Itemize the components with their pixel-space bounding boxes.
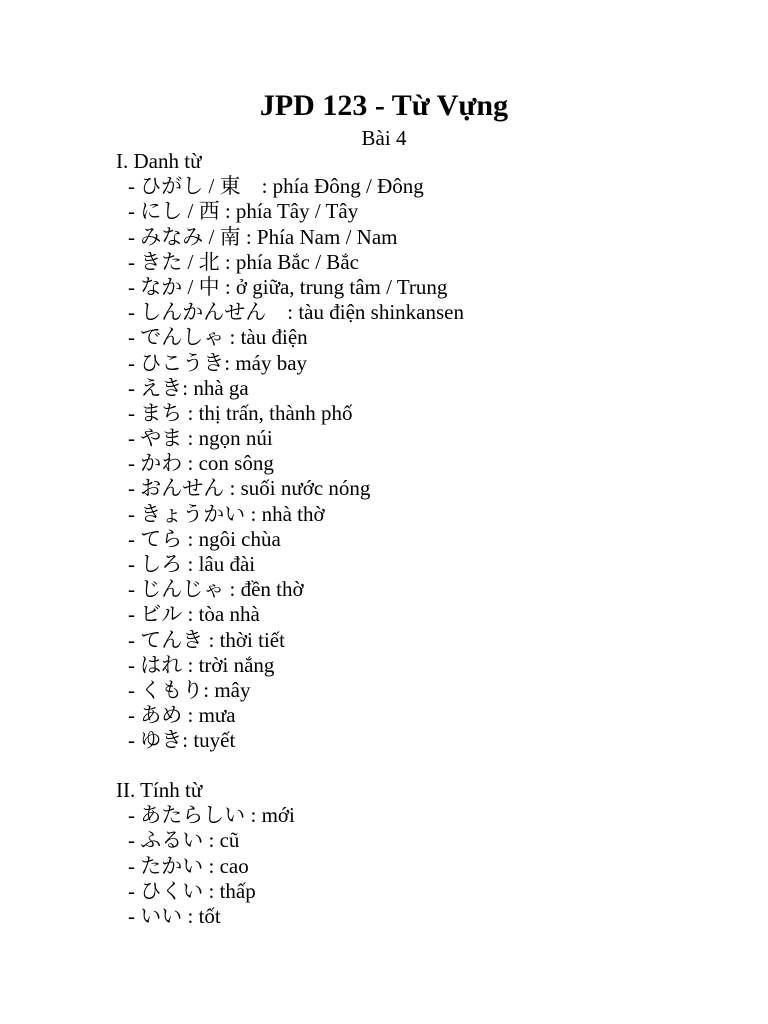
vocab-item-text: あめ : mưa — [140, 703, 236, 728]
vocab-item-text: ひがし / 東 : phía Đông / Đông — [140, 174, 424, 199]
vocab-item-text: えき: nhà ga — [140, 375, 249, 400]
vocab-item-text: たかい : cao — [140, 853, 249, 878]
vocab-item: - おんせん : suối nước nóng — [128, 476, 371, 501]
vocab-item: - あめ : mưa — [128, 703, 236, 728]
vocab-item-text: きょうかい : nhà thờ — [140, 501, 325, 526]
vocab-item-text: きた / 北 : phía Bắc / Bắc — [140, 249, 359, 274]
vocab-item-text: しんかんせん : tàu điện shinkansen — [140, 300, 464, 325]
vocab-item: - ひこうき: máy bay — [128, 350, 308, 375]
vocab-item: - しんかんせん : tàu điện shinkansen — [128, 300, 464, 325]
vocab-item: - きた / 北 : phía Bắc / Bắc — [128, 249, 359, 274]
vocab-item-text: あたらしい : mới — [140, 803, 295, 828]
vocab-item-text: ひくい : thấp — [140, 878, 256, 903]
vocab-item: - くもり: mây — [128, 677, 251, 702]
vocab-item: - にし / 西 : phía Tây / Tây — [128, 199, 359, 224]
vocab-item: - なか / 中 : ở giữa, trung tâm / Trung — [128, 274, 448, 299]
vocab-item-text: やま : ngọn núi — [140, 426, 273, 451]
vocab-item: - てら : ngôi chùa — [128, 526, 281, 551]
vocab-item: - でんしゃ : tàu điện — [128, 325, 308, 350]
page-title: JPD 123 - Từ Vựng — [259, 89, 509, 122]
vocab-item: - ひがし / 東 : phía Đông / Đông — [128, 174, 424, 199]
section-nouns — [116, 149, 676, 754]
vocab-item: - ゆき: tuyết — [128, 728, 236, 753]
vocab-item-text: はれ : trời nắng — [140, 652, 275, 677]
vocab-item-text: まち : thị trấn, thành phố — [140, 400, 353, 425]
vocab-item-text: ビル : tòa nhà — [140, 602, 260, 627]
vocab-item: - しろ : lâu đài — [128, 552, 256, 576]
vocab-item: - じんじゃ : đền thờ — [128, 577, 304, 602]
vocab-item-text: ふるい : cũ — [140, 828, 240, 853]
vocab-item: - てんき : thời tiết — [128, 627, 285, 652]
vocab-item-text: ゆき: tuyết — [140, 728, 236, 753]
vocab-item-text: おんせん : suối nước nóng — [140, 476, 371, 501]
vocab-item-text: しろ : lâu đài — [140, 552, 256, 576]
vocab-item: - たかい : cao — [128, 853, 249, 878]
vocab-list-adjectives — [116, 803, 676, 929]
vocab-item: - はれ : trời nắng — [128, 652, 275, 677]
vocab-list-nouns — [116, 174, 676, 753]
vocab-item-text: みなみ / 南 : Phía Nam / Nam — [140, 224, 398, 249]
vocab-item: - いい : tốt — [128, 903, 221, 928]
vocab-item: - えき: nhà ga — [128, 375, 249, 400]
vocab-item-text: なか / 中 : ở giữa, trung tâm / Trung — [140, 274, 448, 299]
vocab-item: - きょうかい : nhà thờ — [128, 501, 325, 526]
vocab-item-text: かわ : con sông — [140, 451, 274, 476]
section-heading: I. Danh từ — [116, 149, 202, 173]
section-adjectives — [116, 778, 676, 929]
vocab-item-text: ひこうき: máy bay — [140, 350, 308, 375]
vocab-item-text: にし / 西 : phía Tây / Tây — [140, 199, 359, 224]
section-heading: II. Tính từ — [116, 778, 203, 802]
vocab-item: - みなみ / 南 : Phía Nam / Nam — [128, 224, 398, 249]
vocab-item-text: でんしゃ : tàu điện — [140, 325, 308, 350]
vocab-item: - ひくい : thấp — [128, 878, 256, 903]
vocab-item: - まち : thị trấn, thành phố — [128, 400, 353, 425]
vocab-item-text: じんじゃ : đền thờ — [140, 577, 304, 602]
vocab-item-text: くもり: mây — [140, 677, 251, 702]
vocab-item: - ビル : tòa nhà — [128, 602, 260, 627]
page-subtitle: Bài 4 — [361, 126, 407, 150]
vocab-item: - ふるい : cũ — [128, 828, 240, 853]
vocab-item: - やま : ngọn núi — [128, 426, 273, 451]
vocab-item-text: てら : ngôi chùa — [140, 526, 281, 551]
vocab-item: - あたらしい : mới — [128, 803, 295, 828]
vocab-item-text: てんき : thời tiết — [140, 627, 285, 652]
vocab-item-text: いい : tốt — [140, 903, 221, 928]
vocab-item: - かわ : con sông — [128, 451, 274, 476]
